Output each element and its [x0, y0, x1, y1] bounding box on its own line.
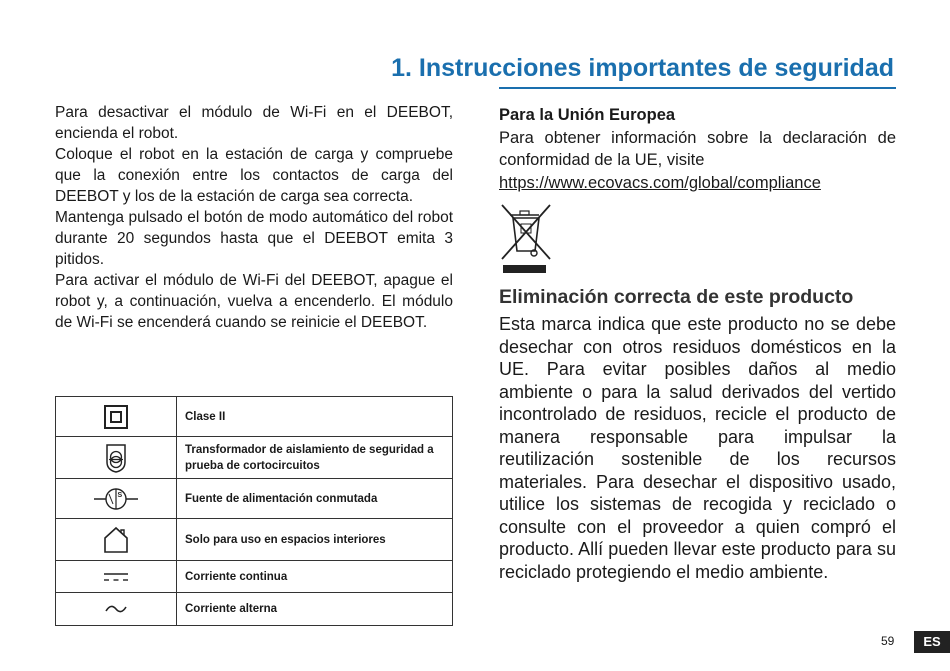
page-number: 59: [881, 634, 895, 648]
symbol-label: Fuente de alimentación conmutada: [177, 479, 453, 519]
wifi-instructions: [55, 102, 453, 333]
compliance-link[interactable]: https://www.ecovacs.com/global/compliance: [499, 173, 821, 192]
instruction-paragraph: Coloque el robot en la estación de carga y compruebe que la conexión entre los contactos de carga del DEEBOT y los de la estación de carga sea correcta.: [55, 146, 453, 205]
eu-heading: Para la Unión Europea: [499, 106, 676, 124]
disposal-heading: Eliminación correcta de este producto: [499, 286, 854, 308]
symbol-label: Corriente alterna: [177, 593, 453, 626]
table-row: [56, 479, 453, 519]
symbol-label: Transformador de aislamiento de seguridad a prueba de cortocircuitos: [177, 437, 453, 479]
eu-section: [499, 104, 896, 194]
symbol-label: Corriente continua: [177, 561, 453, 593]
symbols-table: [55, 396, 453, 626]
page-title: 1. Instrucciones importantes de seguridad: [391, 54, 894, 82]
eu-text: Para obtener información sobre la declaración de conformidad de la UE, visite: [499, 128, 896, 170]
svg-text:S: S: [117, 491, 123, 499]
disposal-body: Esta marca indica que este producto no se debe desechar con otros residuos domésticos en la UE. Para evitar posibles daños al medio ambiente o para la salud derivados del vertido incontrolado de residuos, recicle el producto de manera responsable para impulsar la reutilización sostenible de los recursos materiales. Para desechar el dispositivo usado, utilice los sistemas de recogida y reciclado o consulte con el proveedor a quien compró el producto. Allí pueden llevar este producto para su reciclado protegiendo el medio ambiente.: [499, 314, 896, 582]
crossed-out-wheelie-bin-icon: [499, 203, 553, 275]
table-row: [56, 437, 453, 479]
instruction-paragraph: Para activar el módulo de Wi-Fi del DEEBOT, apague el robot y, a continuación, vuelva a encenderlo. El módulo de Wi-Fi se encenderá cuando se reinicie el DEEBOT.: [55, 272, 453, 331]
safety-isolating-transformer-icon: [104, 442, 128, 474]
alternating-current-icon: [104, 603, 128, 615]
table-row: [56, 593, 453, 626]
table-row: [56, 397, 453, 437]
language-badge: ES: [914, 631, 950, 653]
instruction-paragraph: Mantenga pulsado el botón de modo automático del robot durante 20 segundos hasta que el DEEBOT emita 3 pitidos.: [55, 209, 453, 268]
indoor-use-icon: [101, 526, 131, 554]
symbol-label: Clase II: [177, 397, 453, 437]
table-row: [56, 561, 453, 593]
table-row: [56, 519, 453, 561]
switch-mode-power-supply-icon: [92, 485, 140, 513]
class-ii-icon: [103, 404, 129, 430]
symbol-label: Solo para uso en espacios interiores: [177, 519, 453, 561]
title-underline: [499, 87, 896, 89]
direct-current-icon: [103, 571, 129, 583]
instruction-paragraph: Para desactivar el módulo de Wi-Fi en el DEEBOT, encienda el robot.: [55, 104, 453, 142]
